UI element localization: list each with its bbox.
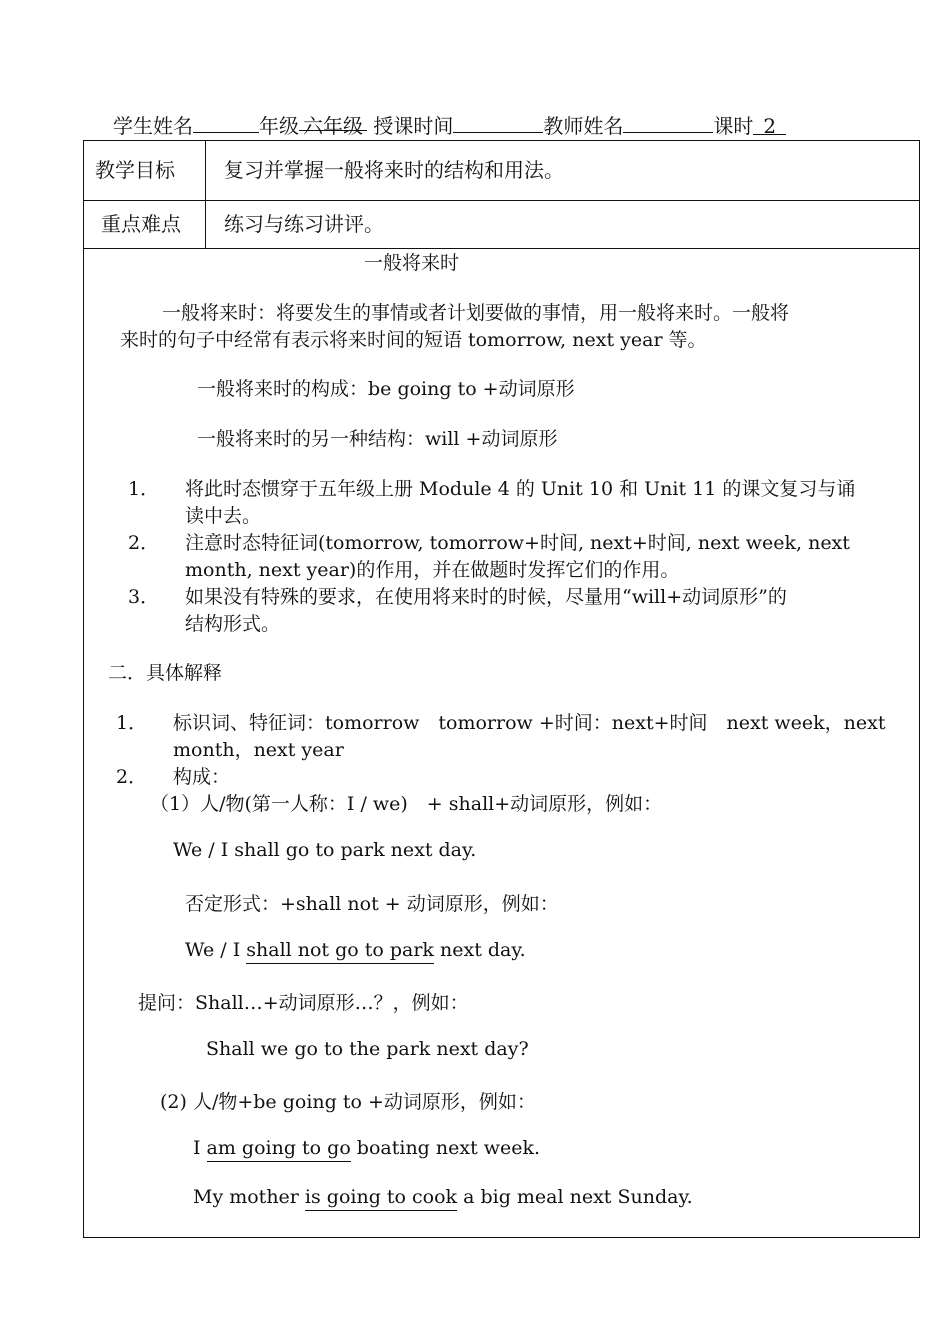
lesson-time-blank xyxy=(453,112,543,133)
explain-item-1-number: 1． xyxy=(116,712,148,734)
example-2 xyxy=(185,939,526,961)
list-item-3-line-2: 结构形式。 xyxy=(185,613,281,635)
content-title: 一般将来时 xyxy=(364,252,460,274)
period-value: 2 xyxy=(753,114,786,135)
goal-label: 教学目标 xyxy=(95,158,175,182)
grade-value: 六年级 xyxy=(299,110,367,131)
example-4 xyxy=(193,1137,540,1159)
section-2-title: 二．具体解释 xyxy=(108,662,223,684)
example-5-underlined: is going to cook xyxy=(305,1186,457,1211)
example-4-prefix: I xyxy=(193,1137,207,1159)
explain-item-2-line-1: 构成： xyxy=(173,766,231,788)
structure-1: 一般将来时的构成：be going to +动词原形 xyxy=(197,378,575,400)
list-item-3-number: 3． xyxy=(128,586,160,608)
sub-point-1: （1）人/物(第一人称：I / we) + shall+动词原形，例如： xyxy=(150,793,663,815)
student-name-label: 学生姓名 xyxy=(113,114,193,138)
intro-line-2: 来时的句子中经常有表示将来时间的短语 tomorrow, next year 等。 xyxy=(120,329,707,351)
key-label: 重点难点 xyxy=(101,212,181,236)
example-5-suffix: a big meal next Sunday. xyxy=(457,1186,693,1208)
grade-label: 年级 xyxy=(259,114,299,138)
list-item-1-line-1: 将此时态惯穿于五年级上册 Module 4 的 Unit 10 和 Unit 11 的课文复习与诵 xyxy=(185,478,856,500)
key-text: 练习与练习讲评。 xyxy=(224,212,384,236)
header-row xyxy=(113,110,786,139)
negative-form-label: 否定形式：+shall not + 动词原形，例如： xyxy=(185,893,559,915)
example-2-underlined: shall not go to park xyxy=(246,939,434,964)
explain-item-1-line-2: month，next year xyxy=(173,739,344,761)
list-item-2-line-2: month, next year)的作用，并在做题时发挥它们的作用。 xyxy=(185,559,680,581)
explain-item-1-line-1: 标识词、特征词：tomorrow tomorrow +时间：next+时间 next week，next xyxy=(173,712,886,734)
column-divider xyxy=(205,140,206,248)
example-3: Shall we go to the park next day? xyxy=(206,1038,529,1060)
question-form-label: 提问：Shall…+动词原形…？，例如： xyxy=(138,992,469,1014)
explain-item-2-number: 2． xyxy=(116,766,148,788)
row-divider-2 xyxy=(83,248,920,249)
example-2-prefix: We / I xyxy=(185,939,247,961)
example-4-suffix: boating next week. xyxy=(350,1137,541,1159)
example-5 xyxy=(193,1186,693,1208)
example-1: We / I shall go to park next day. xyxy=(173,839,477,861)
list-item-1-number: 1． xyxy=(128,478,160,500)
intro-line-1: 一般将来时：将要发生的事情或者计划要做的事情，用一般将来时。一般将 xyxy=(162,302,790,324)
student-name-blank xyxy=(193,112,259,133)
teacher-name-blank xyxy=(623,112,713,133)
sub-point-2: (2) 人/物+be going to +动词原形，例如： xyxy=(160,1091,536,1113)
example-4-underlined: am going to go xyxy=(207,1137,351,1162)
period-label: 课时 xyxy=(713,114,754,138)
lesson-time-label: 授课时间 xyxy=(373,114,454,138)
list-item-3-line-1: 如果没有特殊的要求，在使用将来时的时候，尽量用“will+动词原形”的 xyxy=(185,586,787,608)
teacher-name-label: 教师姓名 xyxy=(543,114,624,138)
example-5-prefix: My mother xyxy=(193,1186,305,1208)
structure-2: 一般将来时的另一种结构：will +动词原形 xyxy=(197,428,558,450)
goal-text: 复习并掌握一般将来时的结构和用法。 xyxy=(224,158,564,182)
example-2-suffix: next day. xyxy=(433,939,526,961)
list-item-1-line-2: 读中去。 xyxy=(185,505,262,527)
list-item-2-line-1: 注意时态特征词(tomorrow, tomorrow+时间, next+时间, next week, next xyxy=(185,532,850,554)
list-item-2-number: 2． xyxy=(128,532,160,554)
row-divider-1 xyxy=(83,200,920,201)
